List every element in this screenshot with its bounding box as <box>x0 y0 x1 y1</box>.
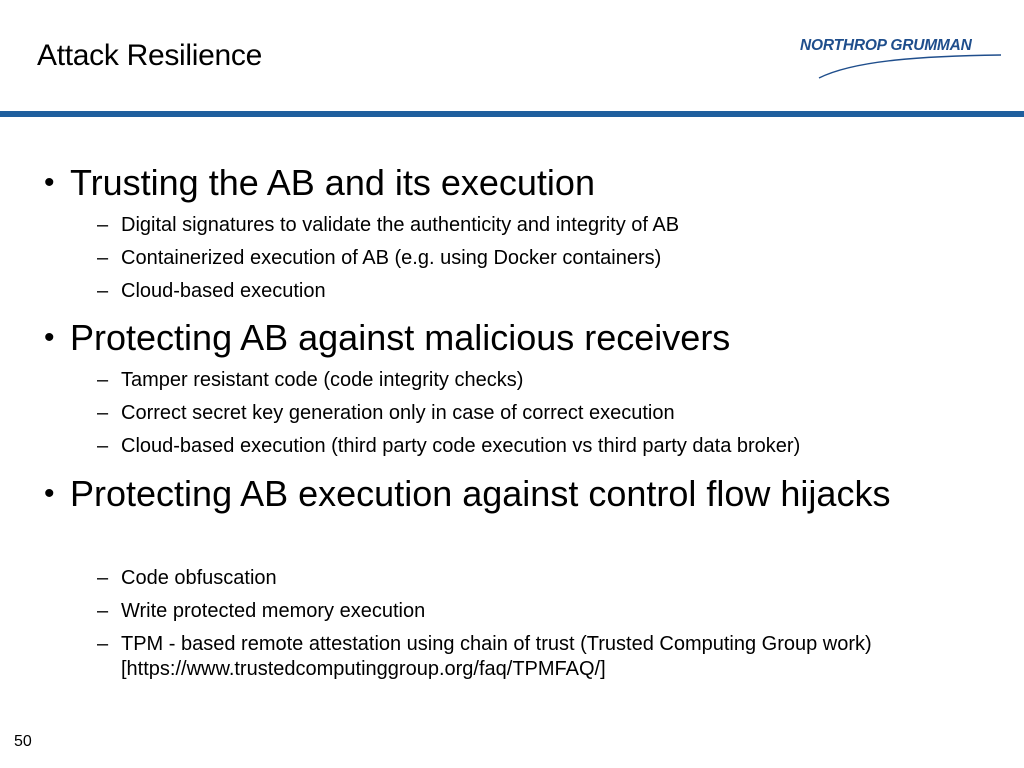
sub-item-text: Tamper resistant code (code integrity checks) <box>121 369 524 391</box>
dash-icon: – <box>97 247 109 269</box>
sub-item-text: TPM - based remote attestation using chain of trust (Trusted Computing Group work) [https://www.trustedcomputinggroup.org/faq/TPMFAQ/] <box>121 633 872 680</box>
bullet-dot-icon: • <box>44 477 55 510</box>
logo-swoosh-icon <box>795 36 1005 84</box>
bullet-text: Protecting AB against malicious receivers <box>70 317 731 358</box>
sub-item-text: Cloud-based execution (third party code execution vs third party data broker) <box>121 435 801 457</box>
dash-icon: – <box>97 600 109 622</box>
header-divider <box>0 111 1024 117</box>
dash-icon: – <box>97 402 109 424</box>
dash-icon: – <box>97 567 109 589</box>
bullet-dot-icon: • <box>44 321 55 354</box>
sub-item-text: Correct secret key generation only in case of correct execution <box>121 402 675 424</box>
dash-icon: – <box>97 369 109 391</box>
bullet-text: Protecting AB execution against control flow hijacks <box>70 473 891 514</box>
slide-title: Attack Resilience <box>37 39 262 72</box>
dash-icon: – <box>97 214 109 236</box>
sub-item-text: Cloud-based execution <box>121 280 326 302</box>
bullet-text: Trusting the AB and its execution <box>70 162 595 203</box>
dash-icon: – <box>97 435 109 457</box>
sub-item-text: Containerized execution of AB (e.g. using Docker containers) <box>121 247 662 269</box>
sub-item-text: Code obfuscation <box>121 567 277 589</box>
dash-icon: – <box>97 280 109 302</box>
page-number: 50 <box>14 733 32 750</box>
logo-wordmark: NORTHROP GRUMMAN <box>800 37 972 54</box>
bullet-dot-icon: • <box>44 166 55 199</box>
northrop-grumman-logo <box>795 36 1005 84</box>
dash-icon: – <box>97 633 109 655</box>
sub-item-text: Digital signatures to validate the authenticity and integrity of AB <box>121 214 680 236</box>
sub-item-text: Write protected memory execution <box>121 600 426 622</box>
